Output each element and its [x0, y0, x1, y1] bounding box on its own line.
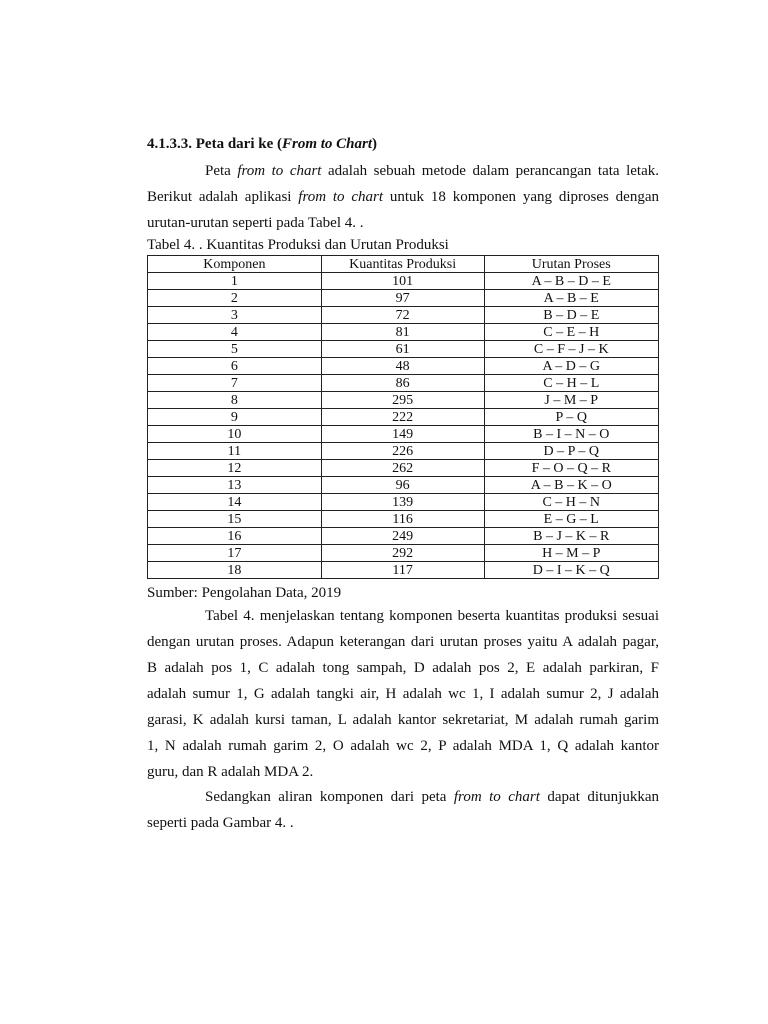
- section-heading: [147, 136, 377, 153]
- cell-kuantitas: 149: [321, 426, 484, 443]
- cell-urutan: B – I – N – O: [484, 426, 659, 443]
- cell-kuantitas: 139: [321, 494, 484, 511]
- cell-urutan: D – P – Q: [484, 443, 659, 460]
- cell-urutan: A – D – G: [484, 358, 659, 375]
- table-body: [148, 273, 659, 579]
- cell-kuantitas: 96: [321, 477, 484, 494]
- heading-close: ): [372, 136, 378, 152]
- cell-komponen: 12: [148, 460, 322, 477]
- production-table: [147, 255, 659, 579]
- cell-komponen: 13: [148, 477, 322, 494]
- intro-paragraph: [147, 158, 659, 236]
- header-urutan: Urutan Proses: [484, 256, 659, 273]
- cell-komponen: 4: [148, 324, 322, 341]
- cell-komponen: 3: [148, 307, 322, 324]
- cell-komponen: 18: [148, 562, 322, 579]
- intro-line-3: urutan-urutan seperti pada Tabel 4. .: [147, 215, 364, 231]
- cell-kuantitas: 61: [321, 341, 484, 358]
- explanation-line: adalah sumur 1, G adalah tangki air, H adalah wc 1, I adalah sumur 2, J adalah: [147, 686, 659, 702]
- cell-kuantitas: 116: [321, 511, 484, 528]
- explanation-line: 1, N adalah rumah garim 2, O adalah wc 2, P adalah MDA 1, Q adalah kantor: [147, 738, 659, 754]
- table-row: [148, 494, 659, 511]
- cell-kuantitas: 222: [321, 409, 484, 426]
- intro-text: Peta: [205, 163, 238, 179]
- header-komponen: Komponen: [148, 256, 322, 273]
- table-header-row: [148, 256, 659, 273]
- cell-komponen: 5: [148, 341, 322, 358]
- cell-urutan: C – H – N: [484, 494, 659, 511]
- cell-urutan: B – J – K – R: [484, 528, 659, 545]
- table-row: [148, 290, 659, 307]
- cell-urutan: B – D – E: [484, 307, 659, 324]
- cell-komponen: 10: [148, 426, 322, 443]
- cell-komponen: 8: [148, 392, 322, 409]
- table-row: [148, 392, 659, 409]
- table-row: [148, 273, 659, 290]
- cell-kuantitas: 226: [321, 443, 484, 460]
- explanation-line: garasi, K adalah kursi taman, L adalah kantor sekretariat, M adalah rumah garim: [147, 712, 659, 728]
- cell-urutan: A – B – K – O: [484, 477, 659, 494]
- intro-line-2: [147, 184, 659, 210]
- table-row: [148, 477, 659, 494]
- cell-kuantitas: 97: [321, 290, 484, 307]
- closing-italic-term: from to chart: [453, 789, 540, 805]
- heading-italic: From to Chart: [281, 136, 373, 152]
- closing-text: dapat ditunjukkan: [539, 789, 659, 805]
- cell-kuantitas: 48: [321, 358, 484, 375]
- cell-kuantitas: 72: [321, 307, 484, 324]
- explanation-line: B adalah pos 1, C adalah tong sampah, D adalah pos 2, E adalah parkiran, F: [147, 660, 659, 676]
- cell-urutan: C – H – L: [484, 375, 659, 392]
- cell-urutan: F – O – Q – R: [484, 460, 659, 477]
- table-row: [148, 545, 659, 562]
- intro-italic-term: from to chart: [298, 189, 384, 205]
- cell-urutan: C – E – H: [484, 324, 659, 341]
- explanation-line: Tabel 4. menjelaskan tentang komponen beserta kuantitas produksi sesuai: [205, 608, 659, 624]
- table-row: [148, 443, 659, 460]
- intro-text: adalah sebuah metode dalam perancangan tata letak.: [321, 163, 659, 179]
- table-row: [148, 341, 659, 358]
- table-row: [148, 358, 659, 375]
- cell-urutan: E – G – L: [484, 511, 659, 528]
- cell-urutan: A – B – D – E: [484, 273, 659, 290]
- heading-number: 4.1.3.3. Peta dari ke (: [147, 136, 282, 152]
- cell-komponen: 14: [148, 494, 322, 511]
- intro-text: untuk 18 komponen yang diproses dengan: [383, 189, 659, 205]
- table-row: [148, 460, 659, 477]
- table-row: [148, 324, 659, 341]
- cell-komponen: 2: [148, 290, 322, 307]
- table-caption: Tabel 4. . Kuantitas Produksi dan Urutan Produksi: [147, 237, 449, 253]
- table-row: [148, 426, 659, 443]
- cell-urutan: A – B – E: [484, 290, 659, 307]
- closing-text: Sedangkan aliran komponen dari peta: [205, 789, 454, 805]
- cell-urutan: C – F – J – K: [484, 341, 659, 358]
- cell-komponen: 7: [148, 375, 322, 392]
- table-row: [148, 528, 659, 545]
- cell-komponen: 6: [148, 358, 322, 375]
- cell-kuantitas: 81: [321, 324, 484, 341]
- cell-urutan: D – I – K – Q: [484, 562, 659, 579]
- cell-urutan: J – M – P: [484, 392, 659, 409]
- intro-italic-term: from to chart: [237, 163, 322, 179]
- cell-komponen: 1: [148, 273, 322, 290]
- closing-line-2: seperti pada Gambar 4. .: [147, 815, 294, 831]
- closing-paragraph: [147, 784, 659, 836]
- cell-kuantitas: 249: [321, 528, 484, 545]
- table-row: [148, 562, 659, 579]
- cell-kuantitas: 262: [321, 460, 484, 477]
- cell-kuantitas: 117: [321, 562, 484, 579]
- cell-kuantitas: 295: [321, 392, 484, 409]
- cell-kuantitas: 101: [321, 273, 484, 290]
- explanation-paragraph: [147, 603, 659, 785]
- table-row: [148, 307, 659, 324]
- cell-kuantitas: 86: [321, 375, 484, 392]
- cell-urutan: H – M – P: [484, 545, 659, 562]
- table-row: [148, 409, 659, 426]
- cell-urutan: P – Q: [484, 409, 659, 426]
- table-row: [148, 375, 659, 392]
- intro-line-1: [147, 158, 659, 184]
- explanation-line: dengan urutan proses. Adapun keterangan dari urutan proses yaitu A adalah pagar,: [147, 634, 659, 650]
- cell-komponen: 15: [148, 511, 322, 528]
- table-row: [148, 511, 659, 528]
- closing-line-1: [147, 784, 659, 810]
- cell-komponen: 11: [148, 443, 322, 460]
- table-source: Sumber: Pengolahan Data, 2019: [147, 585, 342, 601]
- cell-komponen: 17: [148, 545, 322, 562]
- intro-text: Berikut adalah aplikasi: [147, 189, 299, 205]
- cell-komponen: 9: [148, 409, 322, 426]
- header-kuantitas: Kuantitas Produksi: [321, 256, 484, 273]
- explanation-line: guru, dan R adalah MDA 2.: [147, 764, 314, 780]
- cell-kuantitas: 292: [321, 545, 484, 562]
- cell-komponen: 16: [148, 528, 322, 545]
